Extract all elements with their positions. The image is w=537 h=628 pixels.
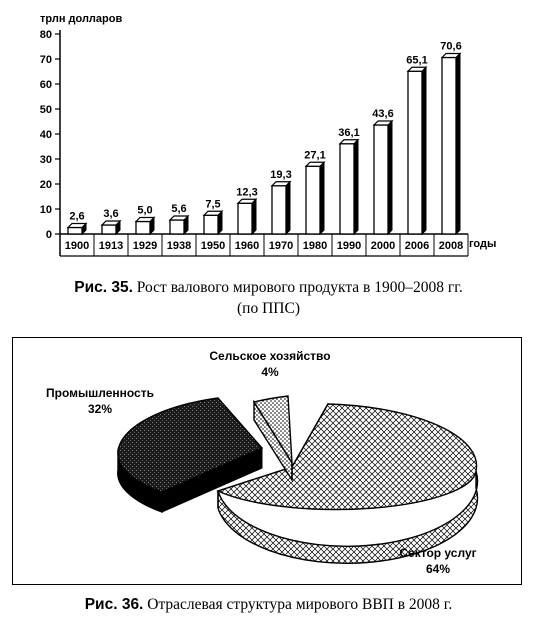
bar-x-labels [65, 234, 468, 256]
bar-1980 [304, 149, 325, 234]
x-tick-label: 1938 [166, 240, 192, 252]
bar-top [204, 211, 222, 215]
bar-value-label: 5,0 [137, 204, 153, 217]
pie-label-services-value: 64% [425, 562, 451, 576]
pie-label-industry-name: Промышленность [46, 386, 154, 400]
bar-value-label: 2,6 [69, 210, 85, 223]
bar-value-label: 43,6 [372, 108, 394, 120]
bar-front [408, 71, 422, 234]
x-tick-label: 1913 [98, 240, 124, 252]
bar-1929 [136, 205, 154, 235]
x-tick-label: 1950 [200, 240, 226, 252]
bar-top [102, 221, 120, 225]
x-axis-label: годы [469, 238, 497, 250]
y-tick-label: 0 [45, 229, 52, 241]
bar-value-label: 27,1 [304, 149, 326, 162]
bar-2000 [372, 108, 393, 234]
bar-1990 [338, 127, 359, 234]
bar-top [340, 140, 358, 144]
x-tick-label: 2006 [404, 240, 430, 252]
pie-label-services-name: Сектор услуг [399, 546, 477, 560]
bar-top [272, 182, 290, 186]
bar-value-label: 70,6 [440, 40, 462, 53]
bar-value-label: 12,3 [236, 186, 258, 199]
bar-top [374, 121, 392, 125]
bar-value-label: 65,1 [406, 54, 428, 67]
y-tick-label: 60 [39, 79, 52, 91]
x-tick-label: 1929 [132, 240, 158, 252]
y-tick-label: 50 [39, 104, 52, 116]
bar-side [320, 162, 324, 234]
x-tick-label: 1970 [268, 240, 294, 252]
bar-side [252, 199, 256, 234]
bar-1913 [102, 208, 120, 234]
y-axis-label: трлн долларов [40, 13, 123, 25]
figure-35-title: Рост валового мирового продукта в 1900–2008 гг. [136, 279, 463, 296]
figure-36-caption [0, 594, 537, 615]
y-tick-label: 30 [39, 154, 52, 166]
bar-value-label: 36,1 [338, 126, 360, 139]
bar-side [422, 67, 426, 234]
bar-top [136, 218, 154, 222]
bar-front [102, 225, 116, 234]
pie-label-agriculture-name: Сельское хозяйство [209, 349, 331, 363]
bar-side [354, 140, 358, 234]
bar-1970 [270, 169, 291, 234]
bar-front [204, 215, 218, 234]
bar-value-label: 7,5 [205, 198, 221, 211]
bar-2006 [406, 54, 427, 234]
bar-1960 [236, 186, 257, 234]
x-tick-label: 1960 [234, 240, 260, 252]
bar-front [442, 58, 456, 235]
bar-side [456, 54, 460, 235]
y-tick-label: 10 [39, 204, 52, 216]
x-tick-label: 1990 [336, 240, 362, 252]
y-tick-label: 40 [39, 129, 52, 141]
figure-36-title: Отраслевая структура мирового ВВП в 2008 г. [147, 596, 453, 613]
bar-top [170, 216, 188, 220]
bar-1900 [68, 211, 86, 235]
bar-value-label: 5,6 [171, 203, 187, 215]
bar-top [306, 162, 324, 166]
bar-top [68, 224, 86, 228]
bar-front [374, 125, 388, 234]
x-tick-label: 2000 [370, 240, 396, 252]
figure-36-number: Рис. 36. [84, 596, 144, 613]
pie-label-industry-value: 32% [87, 402, 113, 416]
x-tick-label: 2008 [438, 240, 464, 252]
bar-top [442, 54, 460, 58]
bar-side [286, 182, 290, 234]
bar-front [238, 203, 252, 234]
figure-35-caption [0, 277, 537, 319]
bar-front [272, 186, 286, 234]
x-tick-label: 1900 [64, 240, 90, 252]
bar-y-ticks [40, 29, 60, 241]
gdp-structure-pie-chart [0, 330, 537, 590]
gdp-bar-chart [0, 0, 537, 270]
bar-front [306, 166, 320, 234]
figure-35-number: Рис. 35. [74, 279, 133, 296]
pie-label-agriculture-value: 4% [261, 365, 279, 379]
bar-1950 [204, 198, 222, 234]
bar-top [408, 67, 426, 71]
figure-35-subtitle: (по ППС) [237, 300, 300, 317]
bar-value-label: 3,6 [103, 208, 119, 220]
bar-front [340, 144, 354, 234]
bar-marks [68, 41, 462, 235]
bar-value-label: 19,3 [270, 168, 292, 181]
bar-front [136, 222, 150, 235]
bar-1938 [170, 203, 188, 234]
bar-front [170, 220, 184, 234]
y-tick-label: 20 [39, 179, 52, 191]
y-tick-label: 70 [39, 54, 52, 66]
bar-front [68, 228, 82, 235]
y-tick-label: 80 [39, 29, 52, 41]
bar-top [238, 199, 256, 203]
bar-2008 [440, 41, 461, 235]
x-tick-label: 1980 [302, 240, 328, 252]
bar-side [388, 121, 392, 234]
